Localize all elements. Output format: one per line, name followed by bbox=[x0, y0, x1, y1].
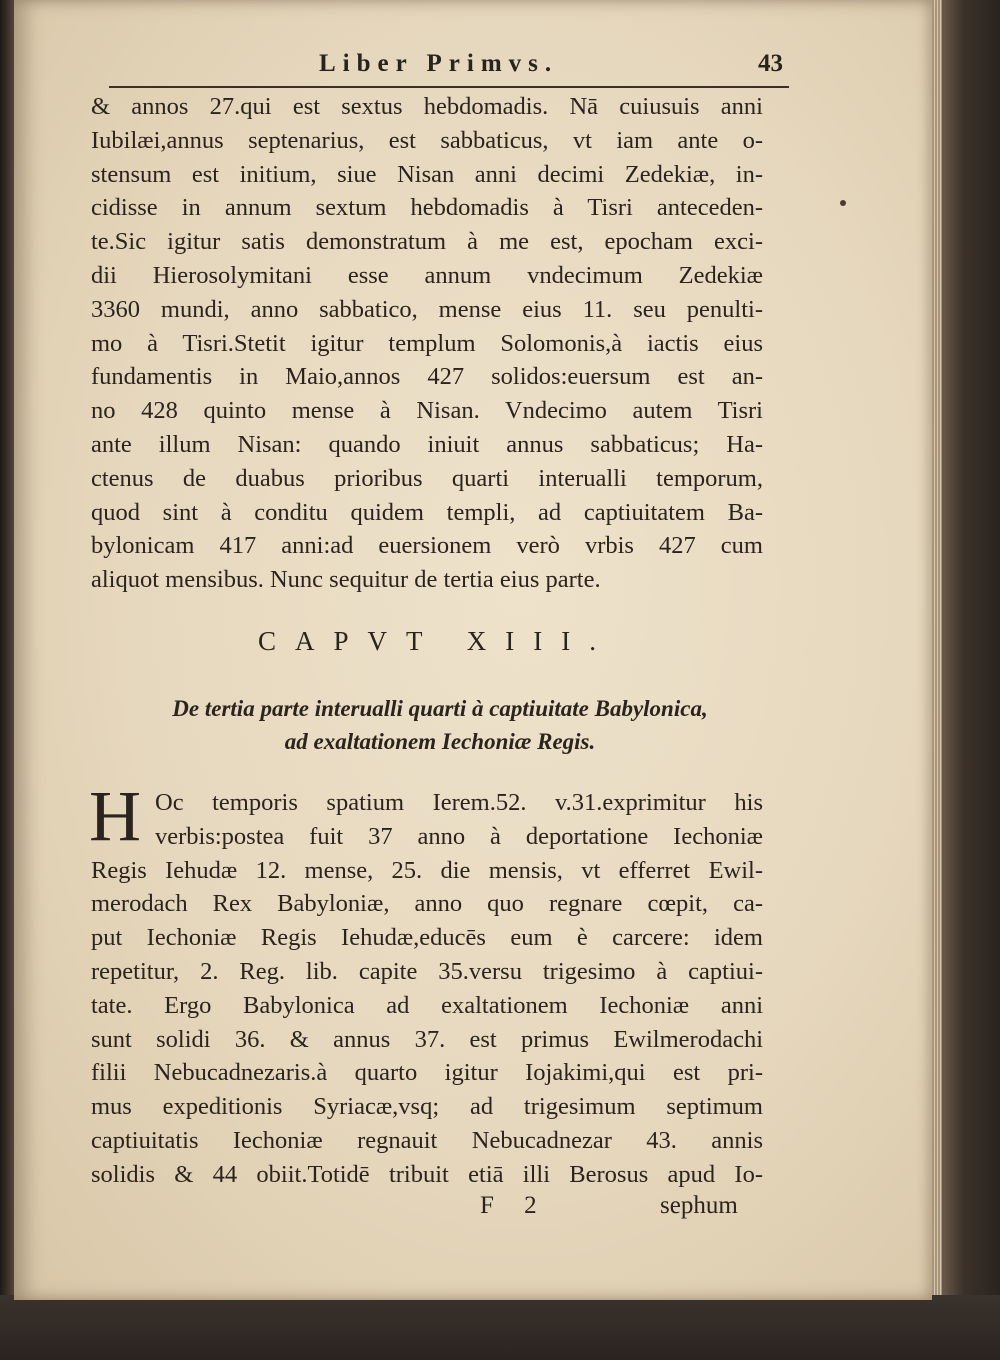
text-line: fundamentis in Maio,annos 427 solidos:euersum est an- bbox=[91, 363, 763, 391]
signature-mark: F 2 bbox=[480, 1192, 549, 1219]
chapter-heading: CAPVT XIII. bbox=[258, 626, 615, 656]
text-line: aliquot mensibus. Nunc sequitur de tertia eius parte. bbox=[91, 566, 601, 594]
running-head-title: Liber Primvs. bbox=[319, 50, 559, 77]
text-line: merodach Rex Babyloniæ, anno quo regnare cœpit, ca- bbox=[91, 890, 763, 918]
text-line: mus expeditionis Syriacæ,vsq; ad trigesimum septimum bbox=[91, 1093, 763, 1121]
text-line: Oc temporis spatium Ierem.52. v.31.exprimitur his bbox=[155, 789, 763, 816]
text-line: quod sint à conditu quidem templi, ad captiuitatem Ba- bbox=[91, 498, 763, 526]
book-edge-right bbox=[940, 0, 1000, 1360]
text-line: Regis Iehudæ 12. mense, 25. die mensis, vt efferret Ewil- bbox=[91, 856, 763, 884]
table-background bbox=[0, 1295, 1000, 1360]
text-line: dii Hierosolymitani esse annum vndecimum Zedekiæ bbox=[91, 261, 763, 289]
text-line: 3360 mundi, anno sabbatico, mense eius 11. seu penulti- bbox=[91, 295, 763, 323]
catchword: sephum bbox=[660, 1192, 738, 1219]
text-line: mo à Tisri.Stetit igitur templum Solomonis,à iactis eius bbox=[91, 329, 763, 357]
text-line: repetitur, 2. Reg. lib. capite 35.versu trigesimo à captiui- bbox=[91, 957, 763, 985]
text-line: tate. Ergo Babylonica ad exaltationem Iechoniæ anni bbox=[91, 991, 763, 1019]
running-head bbox=[109, 50, 789, 88]
ink-spot bbox=[840, 200, 846, 206]
text-line: te.Sic igitur satis demonstratum à me est, epocham exci- bbox=[91, 228, 763, 256]
text-line: cidisse in annum sextum hebdomadis à Tisri anteceden- bbox=[91, 194, 763, 222]
chapter-subtitle bbox=[110, 692, 770, 758]
text-line: verbis:postea fuit 37 anno à deportatione Iechoniæ bbox=[155, 822, 763, 850]
text-line: no 428 quinto mense à Nisan. Vndecimo autem Tisri bbox=[91, 397, 763, 425]
page-number: 43 bbox=[758, 50, 783, 77]
text-line: ctenus de duabus prioribus quarti interualli temporum, bbox=[91, 464, 763, 492]
text-line: & annos 27.qui est sextus hebdomadis. Nā cuiusuis anni bbox=[91, 93, 763, 120]
text-line: stensum est initium, siue Nisan anni decimi Zedekiæ, in- bbox=[91, 160, 763, 188]
text-line: sunt solidi 36. & annus 37. est primus Ewilmerodachi bbox=[91, 1025, 763, 1053]
paragraph-1 bbox=[91, 90, 763, 597]
subtitle-line: De tertia parte interualli quarti à captiuitate Babylonica, bbox=[172, 696, 708, 721]
text-line: bylonicam 417 anni:ad euersionem verò vrbis 427 cum bbox=[91, 532, 763, 560]
subtitle-line: ad exaltationem Iechoniæ Regis. bbox=[284, 729, 596, 754]
text-line: filii Nebucadnezaris.à quarto igitur Iojakimi,qui est pri- bbox=[91, 1059, 763, 1087]
text-line: solidis & 44 obiit.Totidē tribuit etiā illi Berosus apud Io- bbox=[91, 1160, 763, 1188]
text-line: ante illum Nisan: quando iniuit annus sabbaticus; Ha- bbox=[91, 430, 763, 458]
drop-cap: H bbox=[89, 776, 141, 856]
text-line: Iubilæi,annus septenarius, est sabbaticus, vt iam ante o- bbox=[91, 126, 763, 154]
text-line: captiuitatis Iechoniæ regnauit Nebucadnezar 43. annis bbox=[91, 1126, 763, 1154]
text-line: put Iechoniæ Regis Iehudæ,educēs eum è carcere: idem bbox=[91, 924, 763, 952]
paragraph-2 bbox=[91, 786, 763, 1192]
